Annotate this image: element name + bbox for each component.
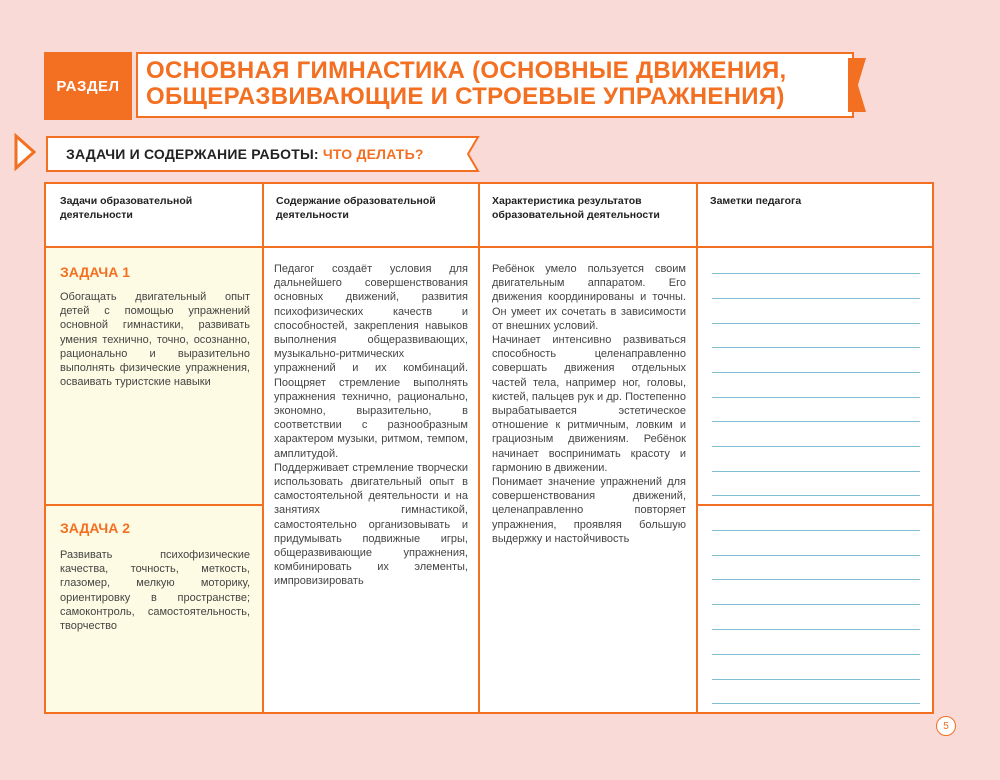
note-line[interactable] [712,421,920,422]
note-line[interactable] [712,679,920,680]
arrow-icon [14,132,36,172]
note-line[interactable] [712,629,920,630]
content-paragraph-2: Поддерживает стремление творчески использовать двигательный опыт в самостоятельной деятельности и на занятиях гимнастикой, самостоятельно организовывать и придумывать подвижные игры, общеразвивающие упражнения, комбинировать их элементы, импровизировать [274,461,468,588]
column-divider [478,184,480,712]
note-line[interactable] [712,273,920,274]
notes-divider [696,504,932,506]
content-column [274,262,468,589]
section-title [146,58,836,110]
subheader-accent: ЧТО ДЕЛАТЬ? [322,146,424,162]
note-line[interactable] [712,654,920,655]
task-2-title: ЗАДАЧА 2 [60,520,131,536]
section-title-line-1: ОСНОВНАЯ ГИМНАСТИКА (ОСНОВНЫЕ ДВИЖЕНИЯ, [146,57,787,84]
note-line[interactable] [712,446,920,447]
subheader-title [66,146,424,162]
note-line[interactable] [712,604,920,605]
results-paragraph-1: Ребёнок умело пользуется своим двигательным аппаратом. Его движения координированы и точны. Он умеет их сочетать в зависимости от внешних условий. [492,263,686,332]
note-line[interactable] [712,347,920,348]
header-divider [46,246,932,248]
tasks-table [44,182,934,714]
column-divider [262,184,264,712]
column-header-tasks: Задачи образовательной деятельности [60,195,193,221]
section-tag: РАЗДЕЛ [44,52,132,120]
note-line[interactable] [712,555,920,556]
ribbon-decoration [848,58,866,112]
task-1-title: ЗАДАЧА 1 [60,264,131,280]
column-header-results: Характеристика результатов образовательной деятельности [492,195,660,221]
content-paragraph-1: Педагог создаёт условия для дальнейшего совершенствования основных движений, развития психофизических качеств и способностей, закрепления навыков выполнения общеразвивающих, музыкально-ритмических упражнений и их комбинаций. Поощряет стремление выполнять упражнения технично, рационально, экономно, выразительно, в соответствии с разнообразным характером музыки, ритмом, темпом, амплитудой. [274,263,468,460]
subheader-label: ЗАДАЧИ И СОДЕРЖАНИЕ РАБОТЫ: [66,146,319,162]
note-line[interactable] [712,298,920,299]
results-column [492,262,686,546]
column-header-notes: Заметки педагога [710,195,802,207]
note-line[interactable] [712,397,920,398]
page-number: 5 [936,716,956,736]
task-2-text: Развивать психофизические качества, точность, меткость, глазомер, мелкую моторику, ориентировку в пространстве; самоконтроль, самостоятельность, творчество [60,549,250,633]
note-line[interactable] [712,495,920,496]
task-divider [46,504,262,506]
results-paragraph-3: Понимает значение упражнений для совершенствования движений, целенаправленно повторяет упражнения, проявляя большую выдержку и настойчивость [492,476,686,545]
results-paragraph-2: Начинает интенсивно развиваться способность целенаправленно совершать движения отдельных частей тела, например ног, головы, кистей, пальцев рук и др. Постепенно вырабатывается эстетическое отношение к ритмичным, ловким и грациозным движениям. Ребёнок начинает воспринимать красоту и гармонию в движении. [492,334,686,474]
task-1-text: Обогащать двигательный опыт детей с помощью упражнений основной гимнастики, развивать умения технично, точно, осознанно, рационально и выразительно выполнять физические упражнения, осваивать туристские навыки [60,291,250,389]
note-line[interactable] [712,471,920,472]
note-line[interactable] [712,530,920,531]
column-header-content: Содержание образовательной деятельности [276,195,436,221]
note-line[interactable] [712,372,920,373]
note-line[interactable] [712,703,920,704]
note-line[interactable] [712,579,920,580]
subheader-tail [462,136,480,172]
note-line[interactable] [712,323,920,324]
section-title-line-2: ОБЩЕРАЗВИВАЮЩИЕ И СТРОЕВЫЕ УПРАЖНЕНИЯ) [146,83,785,110]
column-divider [696,184,698,712]
